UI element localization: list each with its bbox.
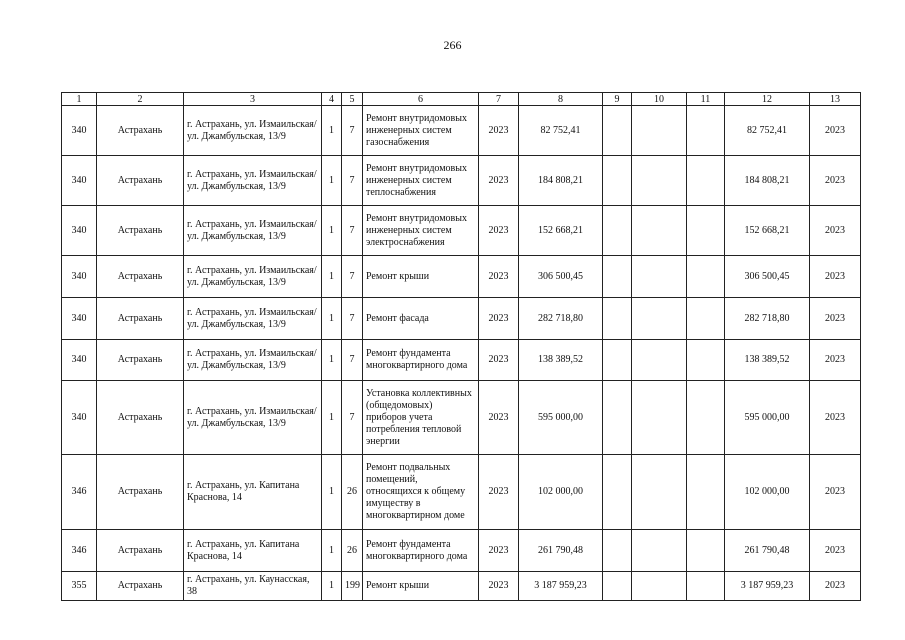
cell-col-10-value [632,206,687,256]
cell-work-type: Ремонт подвальных помещений, относящихся к общему имуществу в многоквартирном доме [363,455,479,530]
table-row [62,455,861,530]
column-header-12: 12 [725,93,810,106]
table-row [62,156,861,206]
cell-total-cost: 152 668,21 [519,206,603,256]
cell-year: 2023 [479,381,519,455]
cell-year: 2023 [479,340,519,381]
column-header-3: 3 [184,93,322,106]
cell-settlement: Астрахань [97,156,184,206]
cell-col-5-value: 7 [342,206,363,256]
cell-address: г. Астрахань, ул. Капитана Краснова, 14 [184,455,322,530]
cell-col-4-value: 1 [322,381,342,455]
cell-col-11-value [687,298,725,340]
column-header-1: 1 [62,93,97,106]
cell-row-number: 340 [62,106,97,156]
cell-col-10-value [632,340,687,381]
cell-col-9-value [603,530,632,572]
cell-completion-year: 2023 [810,381,861,455]
cell-completion-year: 2023 [810,572,861,601]
cell-col-4-value: 1 [322,340,342,381]
cell-row-number: 355 [62,572,97,601]
cell-work-type: Ремонт фундамента многоквартирного дома [363,530,479,572]
cell-col-5-value: 7 [342,381,363,455]
cell-year: 2023 [479,106,519,156]
cell-col-10-value [632,572,687,601]
cell-settlement: Астрахань [97,106,184,156]
cell-completion-year: 2023 [810,106,861,156]
cell-address: г. Астрахань, ул. Измаильская/ ул. Джамбульская, 13/9 [184,340,322,381]
cell-year: 2023 [479,298,519,340]
cell-total-cost: 82 752,41 [519,106,603,156]
cell-col-11-value [687,156,725,206]
table-row [62,530,861,572]
cell-completion-year: 2023 [810,156,861,206]
cell-total-cost: 261 790,48 [519,530,603,572]
cell-total-cost: 3 187 959,23 [519,572,603,601]
column-header-2: 2 [97,93,184,106]
cell-col-5-value: 7 [342,298,363,340]
column-header-10: 10 [632,93,687,106]
cell-row-number: 340 [62,340,97,381]
table-row [62,106,861,156]
cell-col-10-value [632,256,687,298]
cell-address: г. Астрахань, ул. Капитана Краснова, 14 [184,530,322,572]
cell-completion-year: 2023 [810,340,861,381]
cell-col-11-value [687,530,725,572]
cell-settlement: Астрахань [97,298,184,340]
cell-fund-amount: 152 668,21 [725,206,810,256]
cell-col-4-value: 1 [322,206,342,256]
cell-col-9-value [603,572,632,601]
cell-row-number: 340 [62,256,97,298]
cell-fund-amount: 138 389,52 [725,340,810,381]
cell-completion-year: 2023 [810,455,861,530]
cell-completion-year: 2023 [810,530,861,572]
cell-work-type: Ремонт фундамента многоквартирного дома [363,340,479,381]
column-header-5: 5 [342,93,363,106]
cell-settlement: Астрахань [97,455,184,530]
cell-row-number: 340 [62,156,97,206]
column-header-4: 4 [322,93,342,106]
cell-work-type: Ремонт внутридомовых инженерных систем газоснабжения [363,106,479,156]
cell-row-number: 340 [62,206,97,256]
cell-year: 2023 [479,572,519,601]
cell-col-11-value [687,572,725,601]
cell-col-11-value [687,340,725,381]
column-header-11: 11 [687,93,725,106]
cell-fund-amount: 261 790,48 [725,530,810,572]
cell-col-5-value: 26 [342,530,363,572]
cell-completion-year: 2023 [810,206,861,256]
cell-address: г. Астрахань, ул. Измаильская/ ул. Джамбульская, 13/9 [184,106,322,156]
cell-col-10-value [632,298,687,340]
cell-col-9-value [603,298,632,340]
cell-total-cost: 595 000,00 [519,381,603,455]
cell-col-4-value: 1 [322,106,342,156]
cell-col-4-value: 1 [322,156,342,206]
cell-settlement: Астрахань [97,256,184,298]
cell-address: г. Астрахань, ул. Измаильская/ ул. Джамбульская, 13/9 [184,156,322,206]
column-header-8: 8 [519,93,603,106]
cell-work-type: Ремонт внутридомовых инженерных систем электроснабжения [363,206,479,256]
table-row [62,298,861,340]
page-number: 266 [443,38,462,52]
cell-col-9-value [603,340,632,381]
cell-col-10-value [632,530,687,572]
cell-col-5-value: 7 [342,340,363,381]
cell-col-4-value: 1 [322,530,342,572]
cell-total-cost: 306 500,45 [519,256,603,298]
cell-work-type: Ремонт фасада [363,298,479,340]
cell-completion-year: 2023 [810,256,861,298]
cell-work-type: Ремонт внутридомовых инженерных систем теплоснабжения [363,156,479,206]
cell-col-5-value: 199 [342,572,363,601]
column-header-6: 6 [363,93,479,106]
cell-col-9-value [603,256,632,298]
table-row [62,206,861,256]
column-header-7: 7 [479,93,519,106]
capital-repair-table [61,92,861,601]
cell-row-number: 346 [62,455,97,530]
cell-total-cost: 282 718,80 [519,298,603,340]
cell-year: 2023 [479,455,519,530]
cell-address: г. Астрахань, ул. Измаильская/ ул. Джамбульская, 13/9 [184,381,322,455]
cell-settlement: Астрахань [97,530,184,572]
cell-col-4-value: 1 [322,455,342,530]
cell-address: г. Астрахань, ул. Измаильская/ ул. Джамбульская, 13/9 [184,206,322,256]
cell-completion-year: 2023 [810,298,861,340]
table-row [62,572,861,601]
cell-fund-amount: 282 718,80 [725,298,810,340]
cell-year: 2023 [479,156,519,206]
cell-total-cost: 138 389,52 [519,340,603,381]
cell-settlement: Астрахань [97,340,184,381]
cell-row-number: 340 [62,381,97,455]
cell-col-5-value: 26 [342,455,363,530]
cell-address: г. Астрахань, ул. Измаильская/ ул. Джамбульская, 13/9 [184,256,322,298]
column-header-9: 9 [603,93,632,106]
cell-settlement: Астрахань [97,381,184,455]
cell-fund-amount: 595 000,00 [725,381,810,455]
cell-fund-amount: 82 752,41 [725,106,810,156]
table-row [62,381,861,455]
cell-col-9-value [603,106,632,156]
column-header-13: 13 [810,93,861,106]
cell-fund-amount: 184 808,21 [725,156,810,206]
cell-col-5-value: 7 [342,106,363,156]
cell-col-9-value [603,206,632,256]
cell-col-10-value [632,156,687,206]
cell-address: г. Астрахань, ул. Измаильская/ ул. Джамбульская, 13/9 [184,298,322,340]
cell-year: 2023 [479,530,519,572]
cell-col-9-value [603,156,632,206]
cell-col-10-value [632,381,687,455]
cell-settlement: Астрахань [97,206,184,256]
table-row [62,256,861,298]
cell-settlement: Астрахань [97,572,184,601]
cell-col-9-value [603,381,632,455]
cell-work-type: Установка коллективных (общедомовых) приборов учета потребления тепловой энергии [363,381,479,455]
cell-row-number: 340 [62,298,97,340]
cell-col-4-value: 1 [322,572,342,601]
cell-fund-amount: 3 187 959,23 [725,572,810,601]
cell-col-10-value [632,106,687,156]
cell-row-number: 346 [62,530,97,572]
cell-col-5-value: 7 [342,256,363,298]
cell-work-type: Ремонт крыши [363,256,479,298]
cell-year: 2023 [479,256,519,298]
cell-fund-amount: 306 500,45 [725,256,810,298]
cell-col-4-value: 1 [322,298,342,340]
cell-col-11-value [687,256,725,298]
table-header-row [62,93,861,106]
cell-col-11-value [687,455,725,530]
cell-col-4-value: 1 [322,256,342,298]
cell-col-10-value [632,455,687,530]
cell-work-type: Ремонт крыши [363,572,479,601]
cell-total-cost: 102 000,00 [519,455,603,530]
cell-address: г. Астрахань, ул. Каунасская, 38 [184,572,322,601]
cell-col-11-value [687,381,725,455]
cell-col-9-value [603,455,632,530]
cell-col-5-value: 7 [342,156,363,206]
table-row [62,340,861,381]
cell-year: 2023 [479,206,519,256]
cell-fund-amount: 102 000,00 [725,455,810,530]
cell-col-11-value [687,206,725,256]
cell-total-cost: 184 808,21 [519,156,603,206]
cell-col-11-value [687,106,725,156]
